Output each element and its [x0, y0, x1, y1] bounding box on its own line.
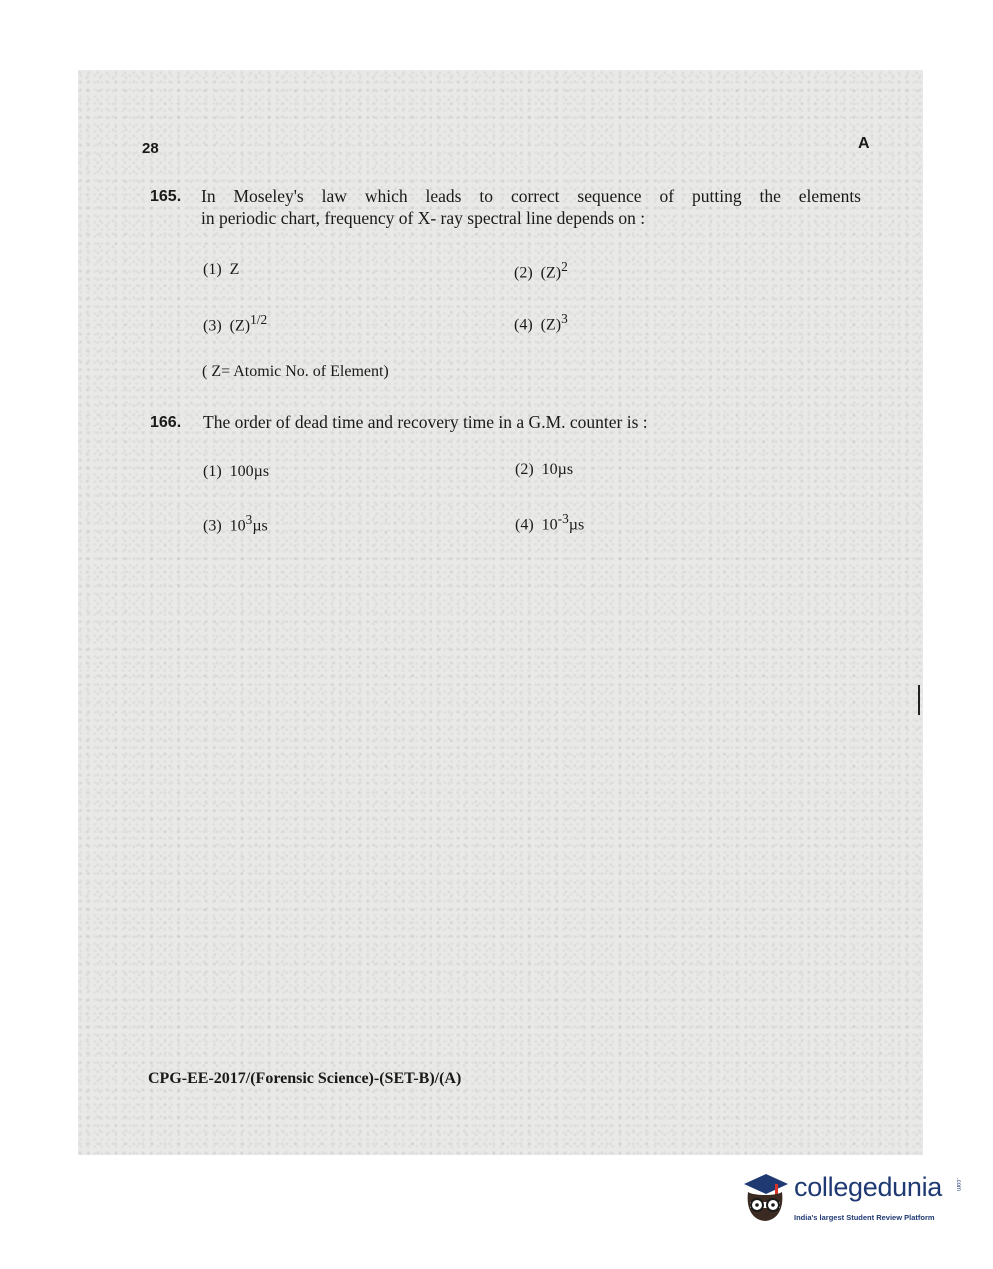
option-exponent: 3	[245, 512, 253, 527]
option-label: (3)	[203, 317, 222, 335]
margin-mark	[918, 685, 920, 715]
option-value: 10µs	[541, 461, 574, 478]
question-166-option-3	[203, 512, 268, 535]
option-unit: µs	[568, 516, 585, 534]
question-165-number: 165.	[150, 188, 182, 205]
option-exponent: 1/2	[250, 312, 268, 327]
option-unit: µs	[252, 517, 268, 535]
collegedunia-logo[interactable]	[738, 1168, 963, 1228]
option-exponent: 3	[561, 311, 568, 326]
option-value: Z	[229, 261, 240, 278]
option-label: (1)	[203, 261, 222, 278]
question-166-number: 166.	[150, 414, 182, 431]
option-exponent: 2	[561, 259, 568, 274]
option-value: 100µs	[229, 463, 270, 480]
question-165-line-2: in periodic chart, frequency of X- ray spectral line depends on :	[201, 208, 646, 228]
option-value: (Z)	[540, 316, 562, 334]
question-166-option-1	[203, 463, 269, 481]
mascot-icon	[738, 1168, 792, 1224]
question-166-text: The order of dead time and recovery time in a G.M. counter is :	[203, 412, 648, 432]
option-label: (3)	[203, 517, 222, 535]
logo-tagline: India's largest Student Review Platform	[794, 1213, 935, 1222]
question-165-line-1: In Moseley's law which leads to correct sequence of putting the elements	[201, 186, 861, 206]
page-number: 28	[142, 140, 159, 157]
option-value: 10	[229, 517, 246, 535]
question-165-text	[201, 186, 861, 207]
question-165-option-4	[514, 311, 568, 334]
option-exponent: -3	[557, 511, 569, 526]
question-166-option-2	[515, 461, 573, 479]
option-label: (2)	[515, 461, 534, 478]
question-165-option-2	[514, 259, 568, 282]
logo-domain-suffix: .com	[955, 1178, 961, 1192]
logo-wordmark: collegedunia	[794, 1172, 943, 1202]
question-165-option-3	[203, 312, 267, 335]
option-label: (1)	[203, 463, 222, 480]
option-value: (Z)	[229, 317, 251, 335]
option-value: (Z)	[540, 264, 562, 282]
option-label: (4)	[515, 516, 534, 534]
set-letter: A	[858, 135, 870, 152]
option-label: (2)	[514, 264, 533, 282]
question-165-note: ( Z= Atomic No. of Element)	[202, 363, 389, 380]
exam-footer: CPG-EE-2017/(Forensic Science)-(SET-B)/(A)	[148, 1070, 462, 1087]
option-label: (4)	[514, 316, 533, 334]
question-166-option-4	[515, 511, 584, 534]
scanned-page	[78, 70, 923, 1155]
option-value: 10	[541, 516, 558, 534]
question-165-option-1	[203, 261, 239, 279]
